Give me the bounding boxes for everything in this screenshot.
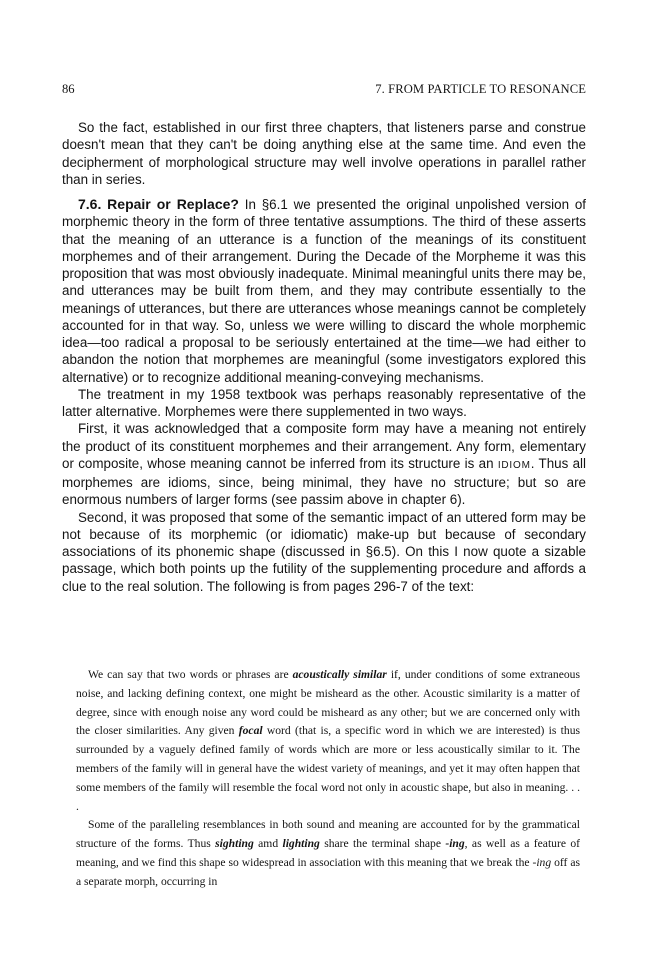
paragraph-4 xyxy=(62,420,586,508)
quote-2-text-e: off as a separate morph, occurring in xyxy=(76,855,580,888)
section-7-6-paragraph xyxy=(62,196,586,386)
quote-1-text-c: word (that is, a specific word in which we are interested) is thus surrounded by a vaguely defined family of words which are more or less acoustically similar to it. The members of the family will in general have the widest variety of meanings, and yet it may often happen that some members of the family will resemble the focal word not only in acoustic shape, but also in meaning. . . . xyxy=(76,724,580,813)
idiom-term: IDIOM xyxy=(497,459,531,471)
quote-word-sighting: sighting xyxy=(215,837,254,851)
quote-2-text-d: , as well as a feature of meaning, and we find this shape so widespread in association with this meaning that we break the xyxy=(76,837,580,869)
page-header xyxy=(62,82,586,98)
quote-1-text-a: We can say that two words or phrases are xyxy=(88,668,293,681)
quote-2-text-c: share the terminal shape xyxy=(319,837,446,851)
quote-paragraph-2 xyxy=(76,816,580,891)
section-text: In §6.1 we presented the original unpolished version of morphemic theory in the form of three tentative assumptions. The third of these asserts that the meaning of an utterance is a function of the meanings of its constituent morphemes and of their arrangement. During the Decade of the Morpheme it was this proposition that was most obviously inadequate. Minimal meaningful units there may be, and utterances may be built from them, and they may contribute essentially to the meanings of utterances, but there are utterances whose meanings cannot be completely accounted for in that way. So, unless we were willing to discard the whole morphemic idea—too radical a proposal to be seriously entertained at the time—we had either to abandon the notion that morphemes are meaningful (some investigators explored this alternative) or to recognize additional meaning-conveying mechanisms. xyxy=(62,197,586,385)
quote-suffix-ing-2: -ing xyxy=(532,855,552,869)
paragraph-4-text-a: First, it was acknowledged that a composite form may have a meaning not entirely the product of its constituent morphemes and their arrangement. Any form, elementary or composite, whose meaning cannot be inferred from its structure is an xyxy=(62,421,586,471)
quote-term-acoustically-similar: acoustically similar xyxy=(292,668,387,681)
paragraph-5: Second, it was proposed that some of the semantic impact of an uttered form may be not because of its morphemic (or idiomatic) make-up but because of secondary associations of its phonemic shape (discussed in §6.5). On this I now quote a sizable passage, which both points up the futility of the supplementing procedure and affords a clue to the real solution. The following is from pages 296-7 of the text: xyxy=(62,509,586,594)
quote-paragraph-1 xyxy=(76,666,580,816)
quote-2-text-b: amd xyxy=(253,837,283,851)
paragraph-3: The treatment in my 1958 textbook was perhaps reasonably representative of the latter alternative. Morphemes were there supplemented in two ways. xyxy=(62,386,586,419)
quote-term-focal: focal xyxy=(238,724,263,738)
paragraph-4-text-b: . Thus all morphemes are idioms, since, being minimal, they have no structure; but so are enormous numbers of larger forms (see passim above in chapter 6). xyxy=(62,455,586,508)
quote-suffix-ing: -ing xyxy=(445,837,465,851)
section-title: Repair or Replace? xyxy=(107,196,239,212)
page-number: 86 xyxy=(62,82,75,96)
quote-1-text-b: if, under conditions of some extraneous noise, and lacking defining context, one might be misheard as the other. Acoustic similarity is a matter of degree, since with enough noise any word could be misheard as any other; but we are concerned only with the closer similarities. Any given xyxy=(76,668,580,738)
paragraph-1: So the fact, established in our first three chapters, that listeners parse and construe doesn't mean that they can't be doing anything else at the same time. And even the decipherment of morphological structure may well involve operations in parallel rather than in series. xyxy=(62,120,586,187)
section-number: 7.6. xyxy=(78,196,102,212)
quote-2-text-a: Some of the paralleling resemblances in both sound and meaning are accounted for by the grammatical structure of the forms. Thus xyxy=(76,818,580,851)
running-head: 7. FROM PARTICLE TO RESONANCE xyxy=(375,82,586,96)
quote-word-lighting: lighting xyxy=(282,837,320,851)
body-text xyxy=(62,119,586,595)
block-quote xyxy=(76,666,580,892)
